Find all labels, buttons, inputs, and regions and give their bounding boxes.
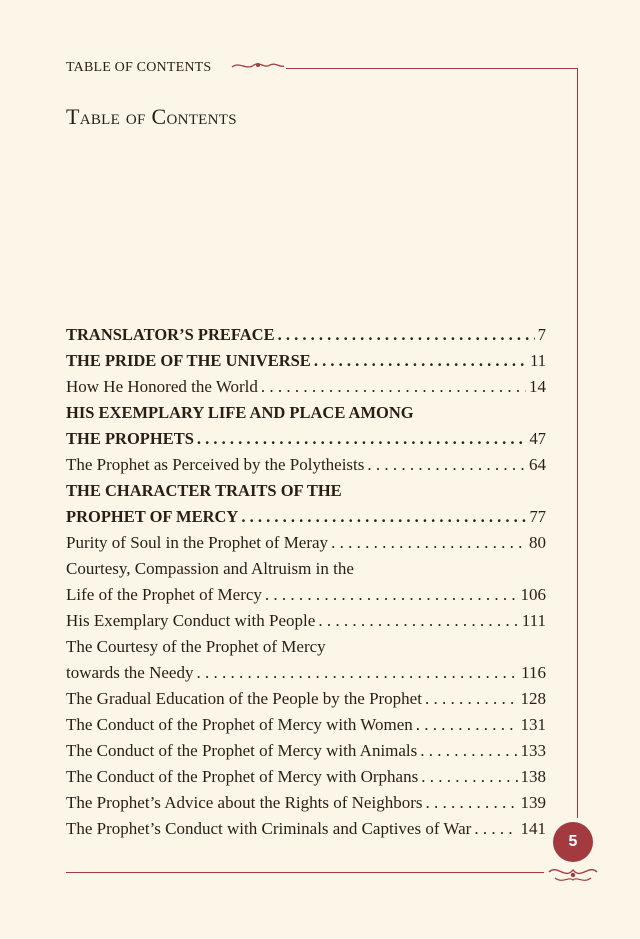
toc-entry-title: PROPHET OF MERCY — [66, 507, 239, 526]
toc-entry — [66, 348, 546, 374]
toc-entry-title: The Prophet as Perceived by the Polytheists — [66, 455, 365, 474]
toc-entry — [66, 816, 546, 842]
toc-entry — [66, 764, 546, 790]
dot-leader — [425, 790, 517, 816]
toc-entry — [66, 374, 546, 400]
toc-entry-title: Courtesy, Compassion and Altruism in the — [66, 559, 354, 578]
toc-entry-page: 111 — [521, 611, 546, 630]
dot-leader — [241, 504, 526, 530]
toc-entry — [66, 634, 546, 660]
toc-entry-page: 141 — [520, 819, 546, 838]
toc-entry-title: The Gradual Education of the People by the Prophet — [66, 689, 422, 708]
toc-entry-page: 139 — [520, 793, 546, 812]
toc-entry — [66, 556, 546, 582]
dot-leader — [367, 452, 526, 478]
toc-entry — [66, 452, 546, 478]
toc-entry — [66, 712, 546, 738]
dot-leader — [197, 426, 527, 452]
dot-leader — [420, 738, 517, 764]
toc-entry-title: The Prophet’s Advice about the Rights of Neighbors — [66, 793, 423, 812]
toc-entry-page: 77 — [529, 507, 546, 526]
toc-entry — [66, 738, 546, 764]
toc-entry-page: 64 — [529, 455, 546, 474]
toc-entry — [66, 608, 546, 634]
toc-entry-page: 128 — [520, 689, 546, 708]
toc-entry — [66, 400, 546, 426]
toc-entry-title: HIS EXEMPLARY LIFE AND PLACE AMONG — [66, 403, 414, 422]
toc-entry-title: The Conduct of the Prophet of Mercy with Animals — [66, 741, 418, 760]
toc-entry — [66, 504, 546, 530]
toc-entry — [66, 660, 546, 686]
toc-entry-title: The Courtesy of the Prophet of Mercy — [66, 637, 326, 656]
dot-leader — [331, 530, 526, 556]
right-rule — [577, 68, 578, 818]
toc-entry-title: His Exemplary Conduct with People — [66, 611, 316, 630]
dot-leader — [265, 582, 518, 608]
toc-entry — [66, 530, 546, 556]
toc-entry-title: The Conduct of the Prophet of Mercy with Women — [66, 715, 413, 734]
toc-entry-page: 7 — [537, 325, 546, 344]
page-number-badge: 5 — [553, 822, 593, 862]
dot-leader — [425, 686, 518, 712]
dot-leader — [261, 374, 526, 400]
dot-leader — [196, 660, 518, 686]
table-of-contents — [66, 322, 546, 842]
toc-entry-title: The Conduct of the Prophet of Mercy with Orphans — [66, 767, 419, 786]
toc-entry-page: 80 — [529, 533, 546, 552]
page-title: Table of Contents — [66, 104, 237, 129]
running-head: TABLE OF CONTENTS — [66, 60, 212, 75]
toc-entry-title: Life of the Prophet of Mercy — [66, 585, 262, 604]
bottom-rule — [66, 872, 544, 873]
toc-entry-page: 106 — [520, 585, 546, 604]
dot-leader — [278, 322, 535, 348]
toc-entry — [66, 686, 546, 712]
toc-entry-title: THE PROPHETS — [66, 429, 194, 448]
floral-ornament-icon — [545, 862, 601, 886]
dot-leader — [318, 608, 518, 634]
toc-entry-title: THE PRIDE OF THE UNIVERSE — [66, 351, 311, 370]
toc-entry-page: 138 — [520, 767, 546, 786]
toc-entry — [66, 582, 546, 608]
toc-entry — [66, 426, 546, 452]
toc-entry-title: THE CHARACTER TRAITS OF THE — [66, 481, 342, 500]
toc-entry — [66, 322, 546, 348]
toc-entry-title: TRANSLATOR’S PREFACE — [66, 325, 275, 344]
dot-leader — [474, 816, 517, 842]
toc-entry — [66, 790, 546, 816]
toc-entry-title: How He Honored the World — [66, 377, 258, 396]
dot-leader — [416, 712, 518, 738]
toc-entry-page: 133 — [520, 741, 546, 760]
ornament-icon — [230, 59, 286, 73]
top-rule — [286, 68, 578, 69]
toc-entry-title: Purity of Soul in the Prophet of Meray — [66, 533, 329, 552]
toc-entry-title: towards the Needy — [66, 663, 194, 682]
dot-leader — [314, 348, 527, 374]
toc-entry-page: 11 — [530, 351, 546, 370]
toc-entry — [66, 478, 546, 504]
toc-entry-page: 14 — [529, 377, 546, 396]
toc-entry-title: The Prophet’s Conduct with Criminals and Captives of War — [66, 819, 472, 838]
toc-entry-page: 131 — [520, 715, 546, 734]
dot-leader — [421, 764, 517, 790]
toc-entry-page: 47 — [529, 429, 546, 448]
toc-entry-page: 116 — [521, 663, 546, 682]
